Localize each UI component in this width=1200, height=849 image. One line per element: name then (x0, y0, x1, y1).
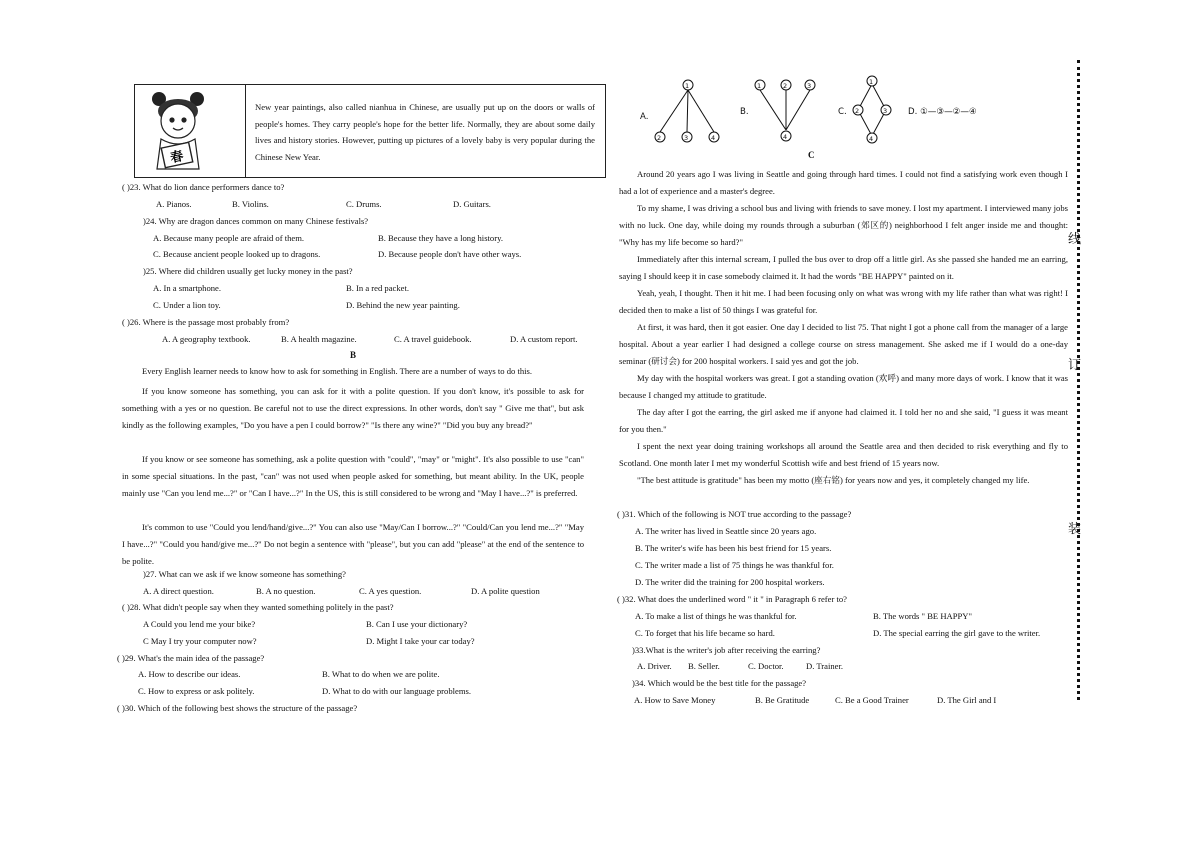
q25-stem: )25. Where did children usually get lucky money in the past? (143, 266, 353, 276)
q28-opt-d: D. Might I take your car today? (366, 636, 475, 646)
q26-opt-b: B. A health magazine. (281, 334, 357, 344)
q31-stem: ( )31. Which of the following is NOT true according to the passage? (617, 509, 852, 519)
q29-opt-b: B. What to do when we are polite. (322, 669, 440, 679)
q23-stem: ( )23. What do lion dance performers dance to? (122, 182, 285, 192)
q28-opt-b: B. Can I use your dictionary? (366, 619, 468, 629)
passage-b-p3: If you know or see someone has something, ask a polite question with "could", "may" or "might". It's also possible to use "can" in some special situations. In the past, "can" was not used when people asked for something, but meant ability. In the UK, people mainly use "Can you lend me...?" or "Can I have...?" In the US, this is still considered to be wrong and "May I have...?" is preferred. (122, 454, 584, 498)
passage-a-intro: New year paintings, also called nianhua in Chinese, are usually put up on the doors or walls of people's homes. They carry people's hope for the better life. Normally, they are about some daily lives and history stories. However, putting up pictures of a lovely baby is very popular during the Chinese New Year. (255, 102, 595, 162)
q31-opt-c: C. The writer made a list of 75 things he was thankful for. (635, 560, 834, 570)
svg-text:1: 1 (869, 78, 874, 86)
diagram-b (755, 80, 815, 141)
passage-c-p2: To my shame, I was driving a school bus and living with friends to save money. I lost my apartment. I interviewed many jobs with no luck. One day, while doing my rounds through a suburban (郊区的) neighborhood I felt anger inside me and thought: "Why has my life become so hard?" (619, 203, 1068, 247)
q25-opt-b: B. In a red packet. (346, 283, 409, 293)
q34-opt-a: A. How to Save Money (634, 695, 716, 705)
svg-text:2: 2 (855, 107, 860, 115)
passage-c-p1: Around 20 years ago I was living in Seattle and going through hard times. I could not find a satisfying work even though I had a lot of experience and a master's degree. (619, 169, 1068, 196)
passage-c-p7: The day after I got the earring, the girl asked me if anyone had claimed it. I told her no and she said, "I guess it was meant for you then." (619, 407, 1068, 434)
q33-stem: )33.What is the writer's job after receiving the earring? (632, 645, 821, 655)
q23-opt-d: D. Guitars. (453, 199, 491, 209)
diagram-c-label: C. (838, 107, 847, 117)
q30-stem: ( )30. Which of the following best shows the structure of the passage? (117, 703, 358, 713)
passage-b-p4: It's common to use "Could you lend/hand/give...?" You can also use "May/Can I borrow...?" "Could/Can you lend me...?" "May I have...?" "Could you hand/give me...?" Do not begin a sentence with "please", but you can add "please" at the end of the sentence to be polite. (122, 522, 584, 566)
q25-opt-c: C. Under a lion toy. (153, 300, 221, 310)
q27-stem: )27. What can we ask if we know someone has something? (143, 569, 346, 579)
q29-opt-c: C. How to express or ask politely. (138, 686, 255, 696)
passage-c-p8: I spent the next year doing training workshops all around the Seattle area and then decided to risk everything and fly to Scotland. One month later I met my wonderful Scottish wife and best friend of 15 years now. (619, 441, 1068, 468)
svg-text:3: 3 (807, 82, 812, 90)
q31-opt-a: A. The writer has lived in Seattle since 20 years ago. (635, 526, 817, 536)
q23-opt-c: C. Drums. (346, 199, 382, 209)
q34-stem: )34. Which would be the best title for the passage? (632, 678, 807, 688)
q27-opt-b: B. A no question. (256, 586, 316, 596)
passage-c-p4: Yeah, yeah, I thought. Then it hit me. I had been focusing only on what was wrong with my life rather than what was right! I decided then to make a list of 50 things I was grateful for. (619, 288, 1068, 315)
side-mark-zhuang: 装 (1068, 522, 1082, 537)
q24-opt-d: D. Because people don't have other ways. (378, 249, 522, 259)
passage-c-p9: "The best attitude is gratitude" has been my motto (座右铭) for years now and yes, it completely changed my life. (637, 475, 1030, 485)
diagram-a-label: A. (640, 112, 649, 122)
svg-text:2: 2 (783, 82, 788, 90)
q26-opt-c: C. A travel guidebook. (394, 334, 472, 344)
q28-opt-a: A Could you lend me your bike? (143, 619, 256, 629)
chun-character: 春 (169, 148, 185, 167)
passage-c-p3: Immediately after this internal scream, I pulled the bus over to drop off a little girl. As she passed she handed me an earring, saying I should keep it in case somebody claimed it. It had the words "BE HAPPY" painted on it. (619, 254, 1068, 281)
q32-opt-d: D. The special earring the girl gave to the writer. (873, 628, 1041, 638)
binding-dotted-line (1077, 60, 1080, 700)
q33-opt-d: D. Trainer. (806, 661, 844, 671)
q23-opt-a: A. Pianos. (156, 199, 192, 209)
q28-opt-c: C May I try your computer now? (143, 636, 257, 646)
q34-opt-b: B. Be Gratitude (755, 695, 810, 705)
diagram-a (655, 80, 719, 142)
q29-opt-d: D. What to do with our language problems. (322, 686, 472, 696)
q26-opt-a: A. A geography textbook. (162, 334, 251, 344)
svg-text:1: 1 (757, 82, 762, 90)
q33-opt-b: B. Seller. (688, 661, 720, 671)
q27-opt-a: A. A direct question. (143, 586, 214, 596)
section-c-heading: C (808, 150, 815, 160)
svg-text:1: 1 (685, 82, 690, 90)
q33-opt-a: A. Driver. (637, 661, 672, 671)
q27-opt-c: C. A yes question. (359, 586, 422, 596)
q32-stem: ( )32. What does the underlined word " it " in Paragraph 6 refer to? (617, 594, 847, 604)
q25-opt-a: A. In a smartphone. (153, 283, 222, 293)
passage-c-p6: My day with the hospital workers was great. I got a standing ovation (欢呼) and many more days of work. I know that it was because I changed my attitude to gratitude. (619, 373, 1068, 400)
new-year-baby-picture (135, 85, 246, 177)
q34-opt-d: D. The Girl and I (937, 695, 997, 705)
q23-opt-b: B. Violins. (232, 199, 269, 209)
side-mark-ding: 订 (1068, 358, 1082, 373)
svg-text:4: 4 (783, 133, 788, 141)
passage-b-p2: If you know someone has something, you can ask for it with a polite question. If you don't know, it's possible to ask for something with a yes or no question. Be careful not to use the direct expressions. In other words, don't say " Give me that", but ask kindly as the following examples, "Do you have a pen I could borrow?" "Is there any wine?" "Did you buy any bread?" (122, 386, 584, 430)
q29-stem: ( )29. What's the main idea of the passage? (117, 653, 265, 663)
diagram-d-chain: D. ①—③—②—④ (908, 107, 977, 117)
q34-opt-c: C. Be a Good Trainer (835, 695, 909, 705)
passage-b-p1: Every English learner needs to know how to ask for something in English. There are a number of ways to do this. (142, 366, 533, 376)
q31-opt-d: D. The writer did the training for 200 hospital workers. (635, 577, 825, 587)
q28-stem: ( )28. What didn't people say when they wanted something politely in the past? (122, 602, 394, 612)
q33-opt-c: C. Doctor. (748, 661, 784, 671)
q24-opt-a: A. Because many people are afraid of them. (153, 233, 305, 243)
svg-text:4: 4 (869, 135, 874, 143)
q26-stem: ( )26. Where is the passage most probably from? (122, 317, 290, 327)
svg-text:4: 4 (711, 134, 716, 142)
svg-text:3: 3 (883, 107, 888, 115)
q27-opt-d: D. A polite question (471, 586, 540, 596)
q24-opt-c: C. Because ancient people looked up to dragons. (153, 249, 321, 259)
q29-opt-a: A. How to describe our ideas. (138, 669, 241, 679)
passage-a-box (134, 84, 606, 178)
passage-c-p5: At first, it was hard, then it got easier. One day I decided to list 75. That night I got a phone call from the manager of a large hospital. About a year earlier I had designed a college course on stress management. She asked me if I would do a one-day seminar (研讨会) for 200 hospital workers. I said yes and got the job. (619, 322, 1068, 366)
side-mark-xian: 线 (1068, 232, 1082, 247)
q31-opt-b: B. The writer's wife has been his best friend for 15 years. (635, 543, 832, 553)
q25-opt-d: D. Behind the new year painting. (346, 300, 460, 310)
q32-opt-c: C. To forget that his life became so hard. (635, 628, 775, 638)
cartoon-girl-icon (135, 85, 245, 177)
q32-opt-a: A. To make a list of things he was thankful for. (635, 611, 797, 621)
q24-stem: )24. Why are dragon dances common on many Chinese festivals? (143, 216, 369, 226)
section-b-heading: B (350, 350, 357, 360)
q24-opt-b: B. Because they have a long history. (378, 233, 503, 243)
structure-diagrams (632, 74, 1062, 150)
svg-text:2: 2 (657, 134, 662, 142)
q32-opt-b: B. The words " BE HAPPY" (873, 611, 973, 621)
svg-text:3: 3 (684, 134, 689, 142)
diagram-c (853, 76, 891, 143)
diagram-b-label: B. (740, 107, 749, 117)
q26-opt-d: D. A custom report. (510, 334, 578, 344)
